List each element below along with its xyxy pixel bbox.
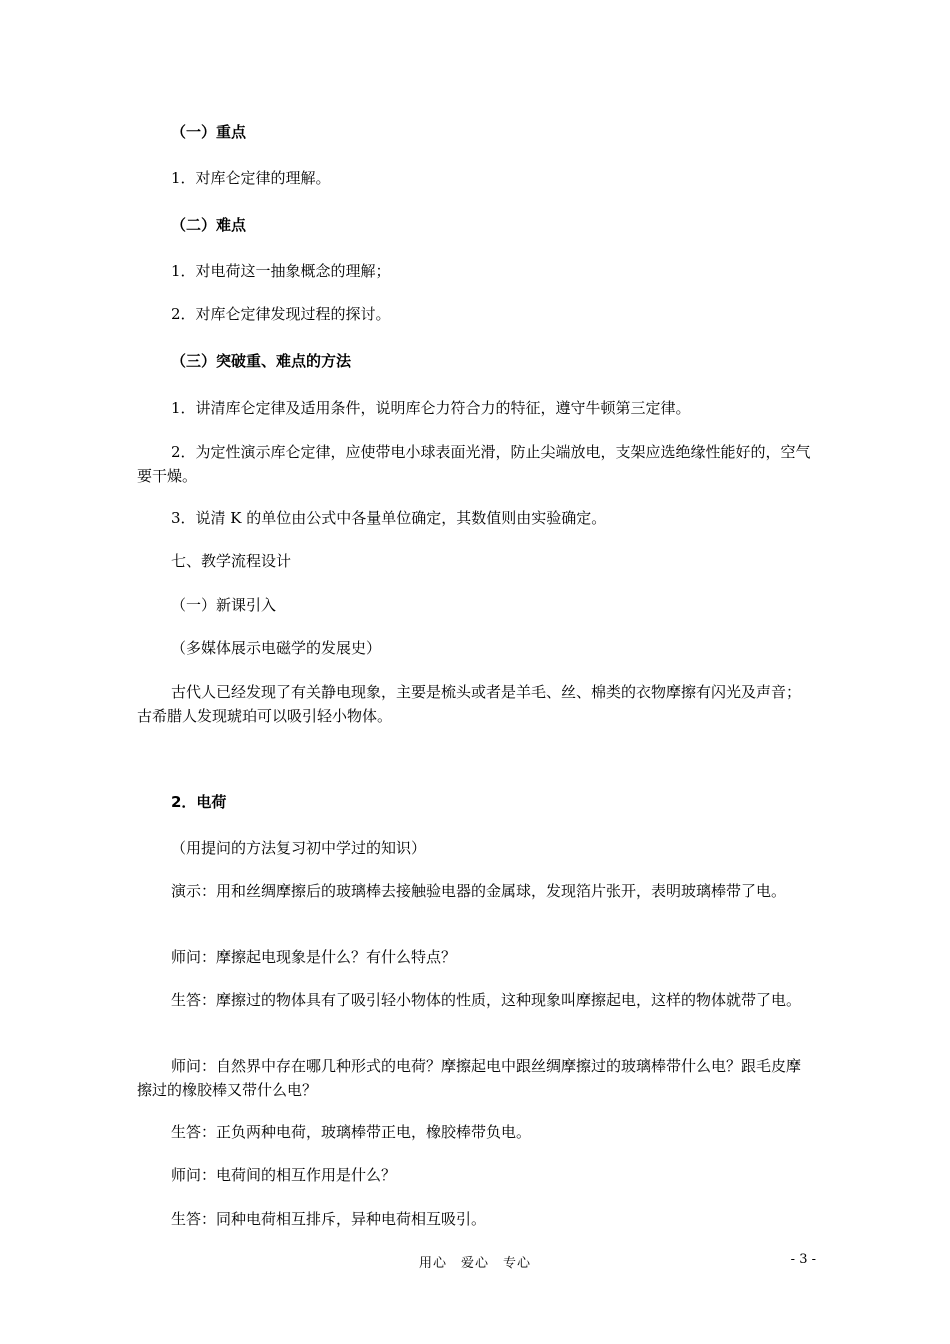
charge-note: （用提问的方法复习初中学过的知识） [171,839,427,857]
page-number: - 3 - [790,1252,816,1267]
charge-line-5: 生答：正负两种电荷，玻璃棒带正电，橡胶棒带负电。 [171,1123,532,1141]
difficulty-2: 2．对库仑定律发现过程的探讨。 [171,305,391,323]
charge-line-7: 生答：同种电荷相互排斥，异种电荷相互吸引。 [171,1210,487,1228]
key-point-1: 1．对库仑定律的理解。 [171,169,331,187]
heading-difficulties: （二）难点 [171,216,247,234]
heading-charge: 2．电荷 [171,793,227,811]
method-2: 2．为定性演示库仑定律，应使带电小球表面光滑，防止尖端放电，支架应选绝缘性能好的，空气要干燥。 [137,443,811,485]
footer-slogan: 用心 爱心 专心 [418,1256,531,1271]
heading-methods: （三）突破重、难点的方法 [171,352,352,370]
charge-line-4: 师问：自然界中存在哪几种形式的电荷？摩擦起电中跟丝绸摩擦过的玻璃棒带什么电？跟毛皮摩擦过的橡胶棒又带什么电？ [137,1057,802,1099]
charge-line-1: 演示：用和丝绸摩擦后的玻璃棒去接触验电器的金属球，发现箔片张开，表明玻璃棒带了电。 [171,882,787,900]
method-1: 1．讲清库仑定律及适用条件，说明库仑力符合力的特征，遵守牛顿第三定律。 [171,399,691,417]
flow-note: （多媒体展示电磁学的发展史） [171,639,382,657]
flow-title: 七、教学流程设计 [171,552,292,570]
difficulty-1: 1．对电荷这一抽象概念的理解； [171,262,391,280]
flow-subtitle: （一）新课引入 [171,596,277,614]
charge-line-2: 师问：摩擦起电现象是什么？有什么特点？ [171,948,457,966]
heading-key-points: （一）重点 [171,123,247,141]
flow-paragraph: 古代人已经发现了有关静电现象，主要是梳头或者是羊毛、丝、棉类的衣物摩擦有闪光及声音；古希腊人发现琥珀可以吸引轻小物体。 [137,683,802,725]
method-3: 3．说清 K 的单位由公式中各量单位确定，其数值则由实验确定。 [171,509,607,527]
charge-line-6: 师问：电荷间的相互作用是什么？ [171,1166,397,1184]
charge-line-3: 生答：摩擦过的物体具有了吸引轻小物体的性质，这种现象叫摩擦起电，这样的物体就带了电。 [171,991,802,1009]
